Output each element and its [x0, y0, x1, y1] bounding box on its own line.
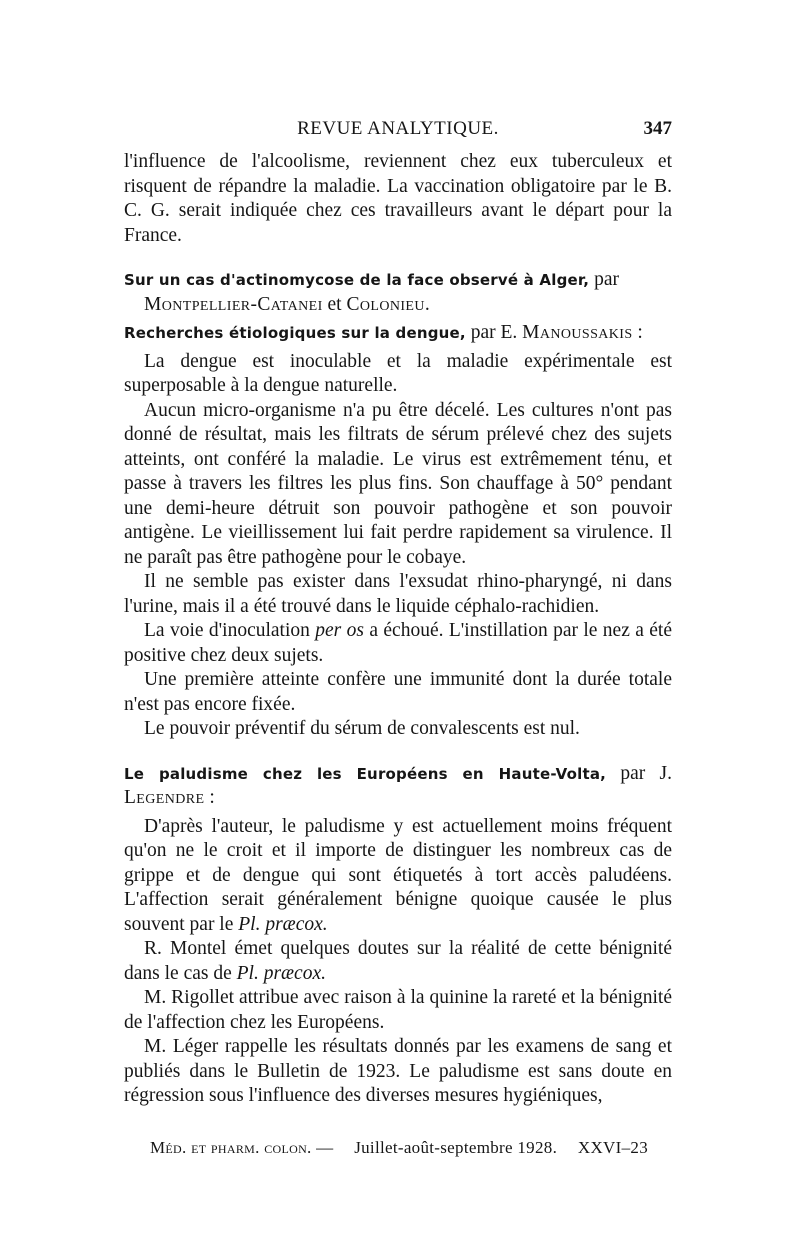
text-run: La voie d'inoculation [144, 620, 310, 641]
section-title: Sur un cas d'actinomycose de la face observé à Alger, [124, 271, 590, 289]
by-label: par [594, 269, 619, 290]
author-name: Montpellier-Catanei [144, 293, 323, 315]
italic-term: per os [315, 620, 364, 641]
paragraph: La dengue est inoculable et la maladie expérimentale est superposable à la dengue naturelle. [124, 350, 672, 396]
paragraph [124, 937, 672, 986]
signature-mark: XXVI–23 [577, 1138, 648, 1157]
page-number: 347 [643, 118, 672, 139]
issue-date: Juillet-août-septembre 1928. [354, 1138, 558, 1157]
paragraph: Une première atteinte confère une immunité dont la durée totale n'est pas encore fixée. [124, 669, 672, 715]
section-heading-paludisme [124, 762, 672, 811]
paragraph [124, 815, 672, 938]
section-heading-actinomycose [124, 268, 672, 317]
author-line [124, 293, 672, 318]
author-name: Colonieu. [346, 293, 431, 315]
paragraph-inoculation [124, 619, 672, 668]
paragraph: M. Léger rappelle les résultats donnés par les examens de sang et publiés dans le Bulletin de 1923. Le paludisme est sans doute en régression sous l'influence des diverses mesures hygiéniques, [124, 1036, 672, 1106]
journal-abbrev: Méd. et pharm. colon. — [150, 1138, 334, 1157]
author-name: Manoussakis [522, 322, 633, 343]
text-run: R. Montel émet quelques doutes sur la réalité de cette bénignité dans le cas de [124, 938, 672, 984]
paragraph: Aucun micro-organisme n'a pu être décelé. Les cultures n'ont pas donné de résultat, mais les filtrats de sérum prélevé chez des sujets atteints, ont conféré la maladie. Le virus est extrêmement ténu, et passe à travers les filtres les plus fins. Son chauffage à 50° pendant une demi-heure détruit son pouvoir pathogène et son pouvoir antigène. Le vieillissement lui fait perdre rapidement sa virulence. Il ne paraît pas être pathogène pour le cobaye. [124, 399, 672, 568]
colon: : [209, 787, 215, 808]
colon: : [637, 322, 643, 343]
section-title: Le paludisme chez les Européens en Haute-Volta, [124, 764, 607, 783]
text-run: D'après l'auteur, le paludisme y est actuellement moins fréquent qu'on ne le croit et il importe de distinguer les nombreux cas de grippe et de dengue qui sont étiquetés à tort accès paludéens. L'affection serait généralement bénigne quoique causée le plus souvent par le [124, 815, 672, 935]
text-run: a échoué. L'instillation par le nez a été positive chez deux sujets. [124, 620, 672, 666]
italic-term: Pl. præcox. [238, 913, 328, 935]
intro-paragraph: l'influence de l'alcoolisme, reviennent chez eux tuberculeux et risquent de répandre la maladie. La vaccination obligatoire par le B. C. G. serait indiquée chez ces travailleurs avant le départ pour la France. [124, 151, 672, 246]
paragraph: M. Rigollet attribue avec raison à la quinine la rareté et la bénignité de l'affection chez les Européens. [124, 987, 672, 1033]
by-label: par E. [470, 322, 518, 343]
section-heading-dengue [124, 321, 672, 346]
paragraph: Le pouvoir préventif du sérum de convalescents est nul. [144, 718, 580, 739]
paragraph: Il ne semble pas exister dans l'exsudat rhino-pharyngé, ni dans l'urine, mais il a été trouvé dans le liquide céphalo-rachidien. [124, 571, 672, 617]
body-text [124, 150, 672, 1109]
author-name: Legendre [124, 787, 205, 808]
page-header [124, 118, 672, 146]
author-conjunction: et [327, 293, 342, 315]
section-title: Recherches étiologiques sur la dengue, [124, 324, 466, 342]
page-footer [150, 1138, 648, 1158]
italic-term: Pl. præcox. [236, 962, 326, 984]
by-label: par J. [620, 762, 673, 784]
running-title: REVUE ANALYTIQUE. [297, 118, 499, 139]
